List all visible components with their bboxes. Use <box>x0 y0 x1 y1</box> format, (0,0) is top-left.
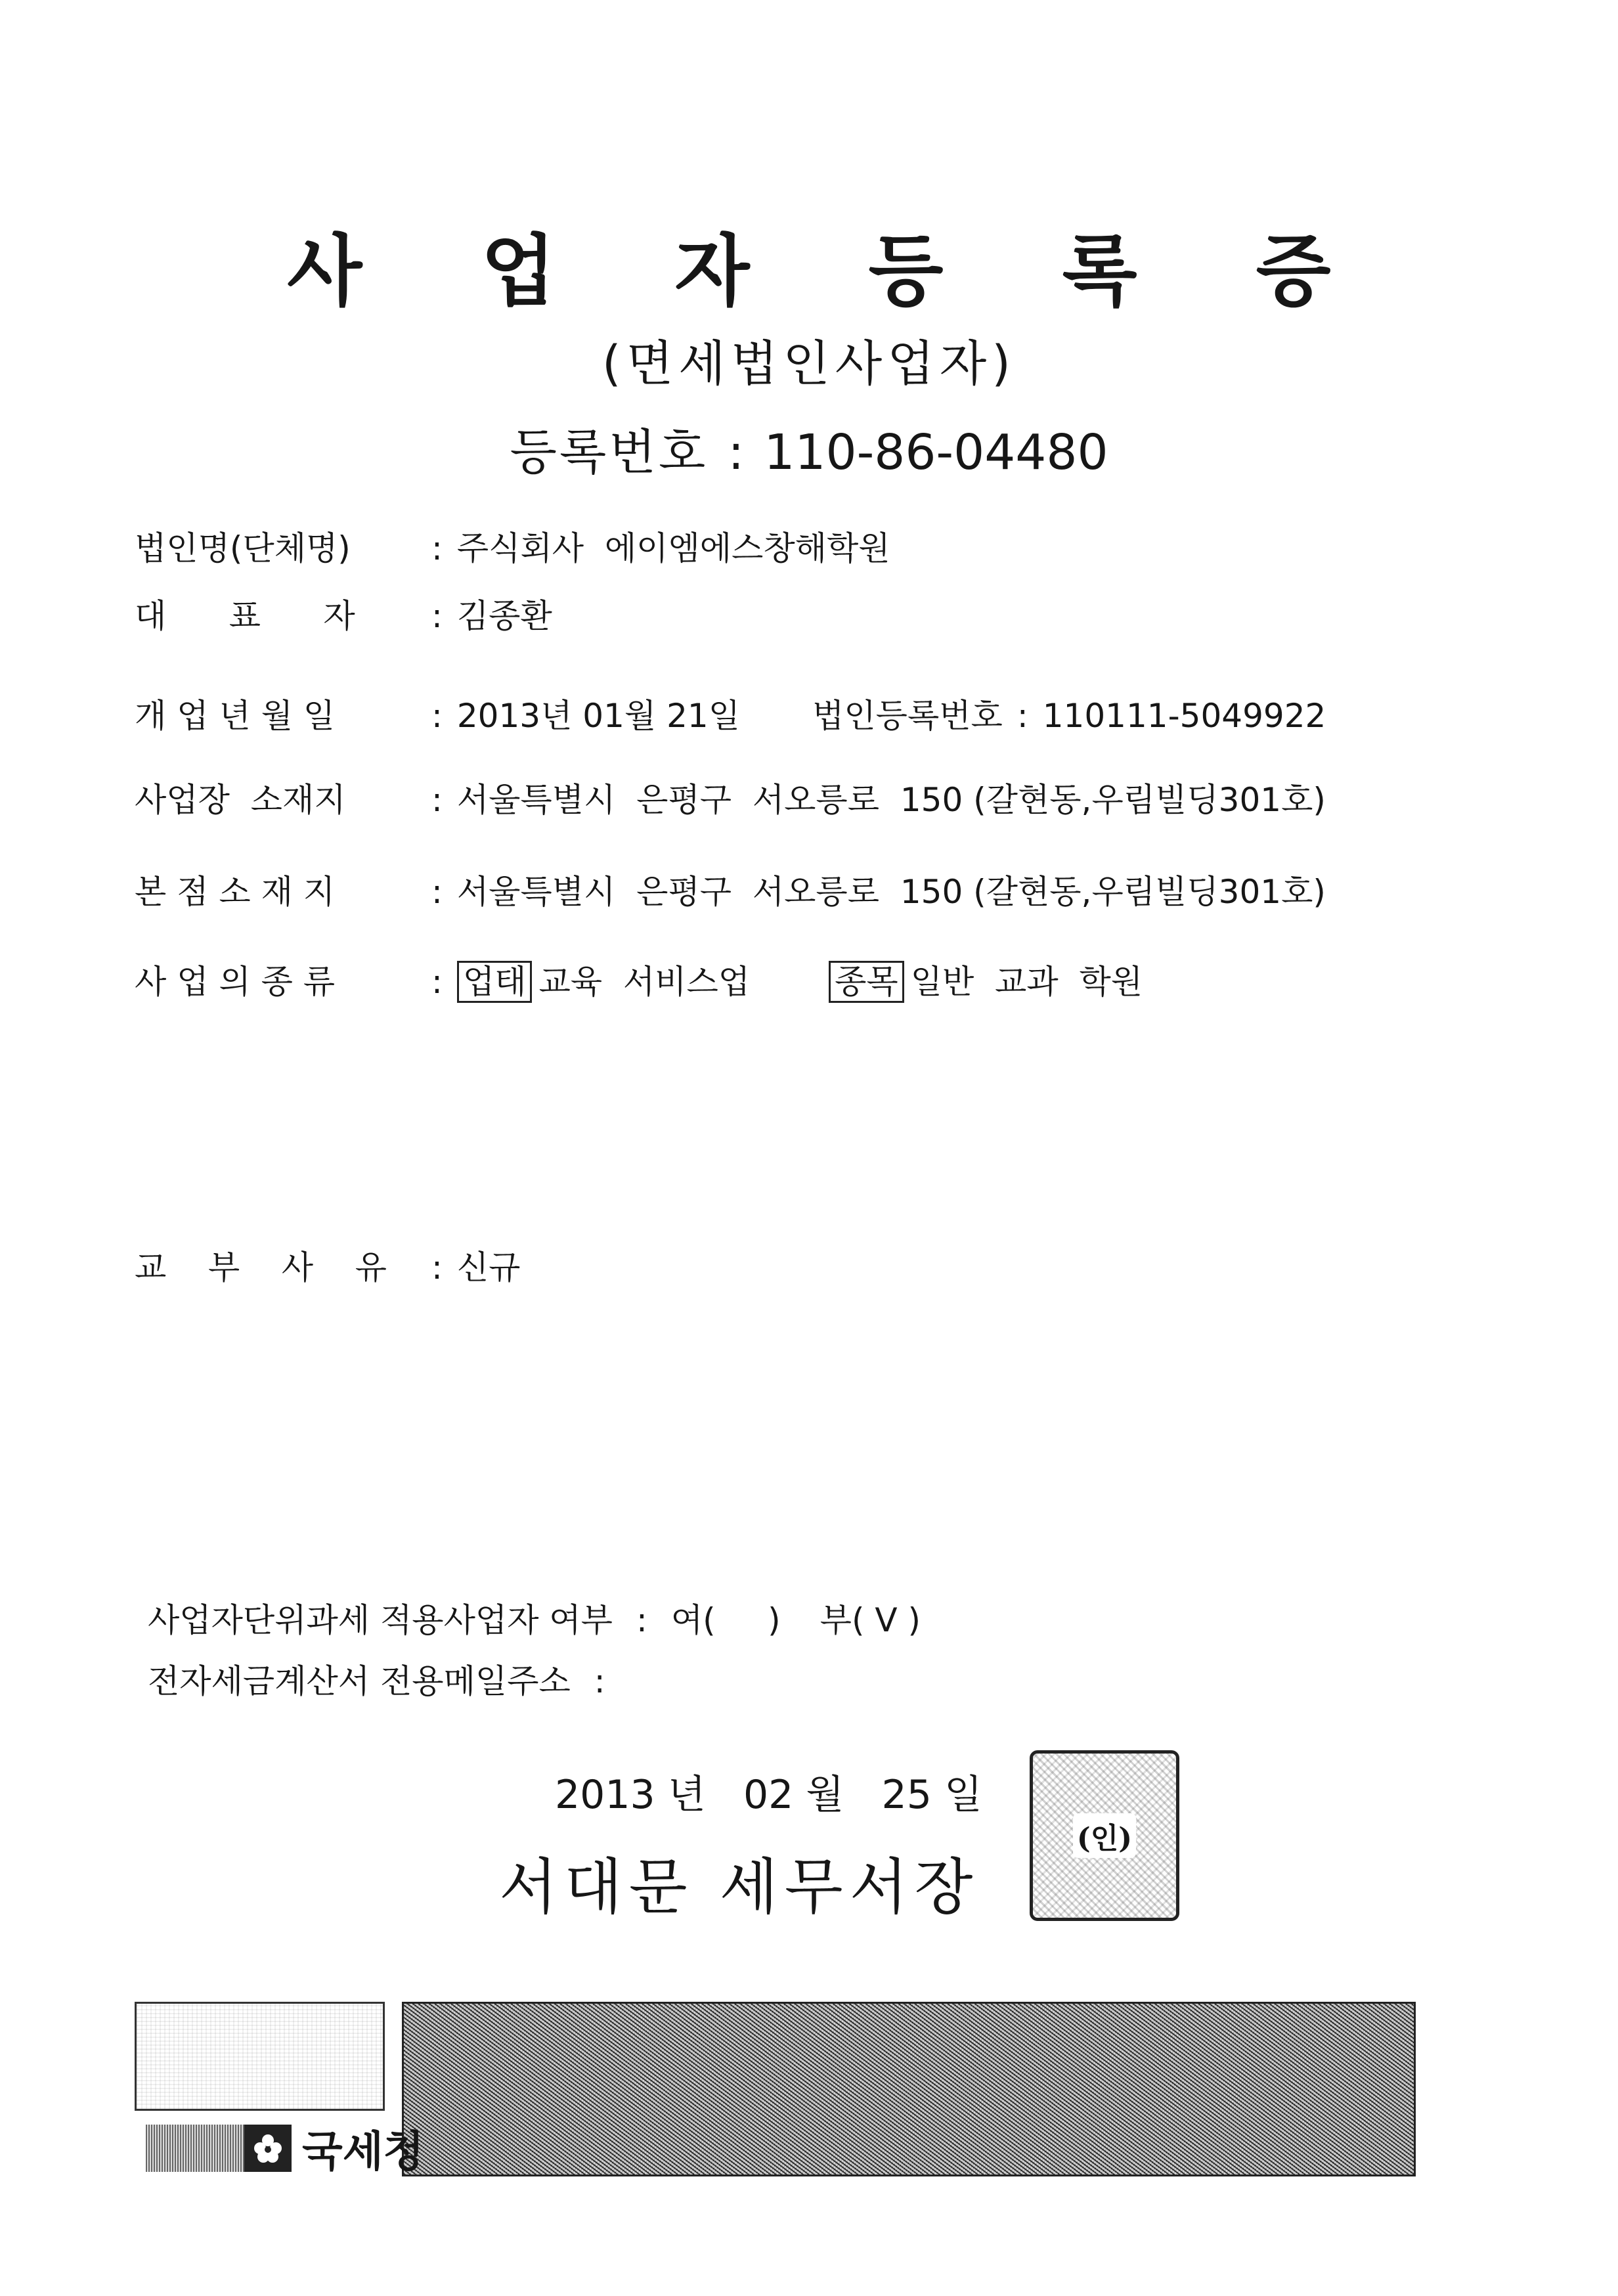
open-date-label: 개 업 년 월 일 <box>135 697 336 735</box>
issue-reason-value: 신규 <box>456 1248 521 1287</box>
nts-logo <box>146 2118 424 2178</box>
corp-reg-value: 110111-5049922 <box>1042 697 1326 735</box>
document-subtitle: (면세법인사업자) <box>601 336 1017 392</box>
business-type-row <box>135 956 1143 1003</box>
colon: : <box>431 781 443 819</box>
nts-emblem-icon <box>244 2125 292 2172</box>
representative-value: 김종환 <box>456 597 552 635</box>
registration-number-line <box>0 414 1618 483</box>
corp-name-label: 법인명(단체명) <box>135 529 351 567</box>
colon: : <box>431 529 443 567</box>
email-row <box>148 1655 629 1702</box>
head-office-address-row <box>135 866 1326 913</box>
email-label: 전자세금계산서 전용메일주소 <box>148 1662 571 1700</box>
logo-pattern <box>146 2125 244 2172</box>
corp-name-value: 주식회사 에이엠에스창해학원 <box>456 529 890 567</box>
unit-tax-no: 부( V ) <box>820 1601 921 1639</box>
representative-row <box>135 590 552 637</box>
business-address-value: 서울특별시 은평구 서오릉로 150 (갈현동,우림빌딩301호) <box>456 781 1326 819</box>
colon: : <box>431 873 443 911</box>
business-address-label: 사업장 소재지 <box>135 781 346 819</box>
item-tag: 종목 <box>829 961 904 1003</box>
business-type-label: 사 업 의 종 류 <box>135 963 336 1001</box>
agency-name: 국세청 <box>302 2128 424 2176</box>
unit-tax-label: 사업자단위과세 적용사업자 여부 <box>148 1601 613 1639</box>
colon: : <box>431 697 443 735</box>
unit-tax-yes: 여( ) <box>670 1601 781 1639</box>
seal-mark: (인) <box>1073 1813 1136 1858</box>
open-date-value: 2013년 01월 21일 <box>456 697 741 735</box>
unit-tax-row <box>148 1594 921 1641</box>
unit-tax-separator: : <box>636 1601 647 1639</box>
corp-reg-label: 법인등록번호 <box>812 697 1003 735</box>
issue-reason-row <box>135 1241 520 1289</box>
business-address-row <box>135 774 1326 821</box>
registration-number-value: 110-86-04480 <box>764 424 1108 481</box>
registration-number-separator: : <box>728 424 745 481</box>
representative-label: 대 표 자 <box>135 597 355 635</box>
item-value: 일반 교과 학원 <box>910 963 1143 1001</box>
issue-date: 2013 년 02 월 25 일 <box>555 1772 982 1818</box>
head-office-address-label: 본 점 소 재 지 <box>135 873 336 911</box>
category-value: 교육 서비스업 <box>538 963 751 1001</box>
issue-reason-label: 교 부 사 유 <box>135 1248 387 1287</box>
corp-name-row <box>135 522 890 569</box>
head-office-address-value: 서울특별시 은평구 서오릉로 150 (갈현동,우림빌딩301호) <box>456 873 1326 911</box>
registration-number-label: 등록번호 <box>510 424 709 481</box>
official-seal <box>1030 1750 1179 1921</box>
document-title: 사 업 자 등 록 증 <box>287 226 1377 317</box>
colon: : <box>431 1248 443 1287</box>
category-tag: 업태 <box>457 961 533 1003</box>
security-pattern <box>402 2002 1416 2176</box>
colon: : <box>431 963 443 1001</box>
tax-office-name: 서대문 세무서장 <box>499 1852 980 1922</box>
open-date-row <box>135 690 1326 737</box>
qr-code-area <box>135 2002 385 2111</box>
email-separator: : <box>594 1662 605 1700</box>
corp-reg-separator: : <box>1017 697 1028 735</box>
colon: : <box>431 597 443 635</box>
